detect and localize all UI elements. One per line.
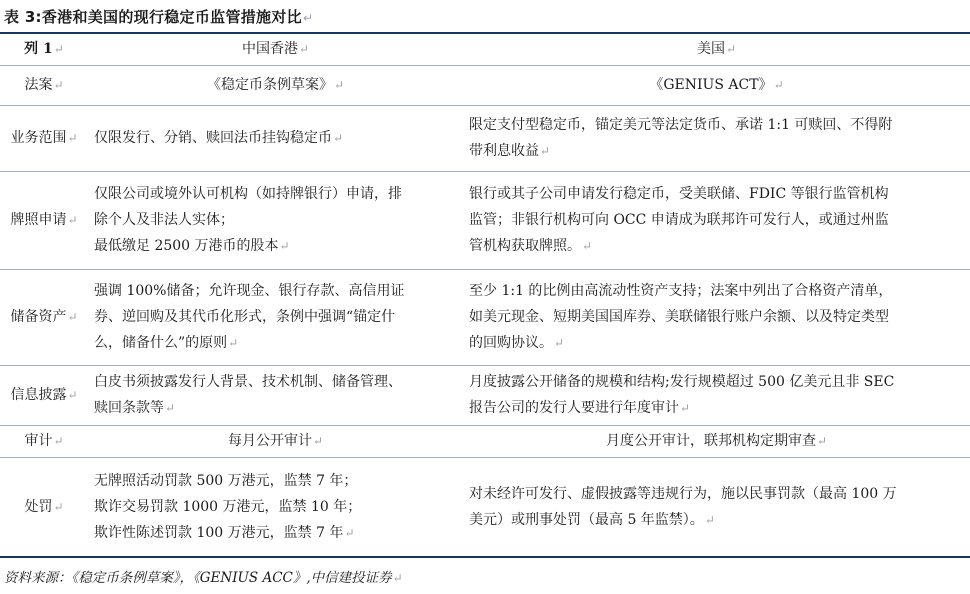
table-row — [0, 365, 970, 425]
cell-line: 限定支付型稳定币，锚定美元等法定货币、承诺 1:1 可赎回、不得附 — [469, 117, 893, 133]
table-row — [0, 425, 970, 457]
table-row — [0, 65, 970, 105]
row-label: 处罚↵ — [0, 457, 88, 557]
cell-line: 《GENIUS ACT》↵ — [649, 77, 784, 93]
hong-kong-cell — [88, 365, 463, 425]
hong-kong-cell — [88, 457, 463, 557]
table-header-row — [0, 33, 970, 65]
cell-line: 管机构获取牌照。↵ — [469, 238, 593, 254]
row-label: 牌照申请↵ — [0, 171, 88, 269]
hong-kong-cell — [88, 269, 463, 365]
cell-line: 无牌照活动罚款 500 万港元，监禁 7 年； — [94, 472, 358, 489]
cell-line: 欺诈交易罚款 1000 万港元，监禁 10 年； — [94, 498, 362, 515]
cell-line: 券、逆回购及其代币化形式，条例中强调“锚定什 — [94, 309, 396, 325]
comparison-table — [0, 32, 970, 558]
cell-line: 仅限公司或境外认可机构（如持牌银行）申请，排 — [94, 186, 402, 202]
cell-line: 每月公开审计↵ — [227, 433, 324, 449]
cell-line: 强调 100%储备；允许现金、银行存款、高信用证 — [94, 283, 405, 299]
united-states-cell — [463, 269, 970, 365]
cell-line: 最低缴足 2500 万港币的股本↵ — [94, 238, 290, 254]
row-label: 储备资产↵ — [0, 269, 88, 365]
hong-kong-cell — [88, 425, 463, 457]
united-states-cell — [463, 105, 970, 171]
row-label: 审计↵ — [0, 425, 88, 457]
cell-line: 带利息收益↵ — [469, 143, 551, 159]
cell-line: 对未经许可发行、虚假披露等违规行为，施以民事罚款（最高 100 万 — [469, 485, 897, 502]
cell-line: 如美元现金、短期美国国库券、美联储银行账户余额、以及特定类型 — [469, 309, 889, 325]
cell-line: 的回购协议。↵ — [469, 335, 565, 351]
header-col1: 列 1↵ — [0, 33, 88, 65]
source-note-text: 资料来源：《稳定币条例草案》，《GENIUS ACC》,中信建投证券 — [4, 570, 392, 586]
cell-line: 至少 1:1 的比例由高流动性资产支持；法案中列出了合格资产清单， — [469, 283, 893, 299]
cell-line: 欺诈性陈述罚款 100 万港元，监禁 7 年↵ — [94, 524, 355, 541]
header-col3: 美国↵ — [463, 33, 970, 65]
united-states-cell — [463, 425, 970, 457]
table-title-text: 表 3:香港和美国的现行稳定币监管措施对比 — [4, 8, 302, 26]
cell-line: 白皮书须披露发行人背景、技术机制、储备管理、 — [94, 374, 402, 390]
table-row — [0, 171, 970, 269]
united-states-cell — [463, 457, 970, 557]
cell-line: 《稳定币条例草案》↵ — [206, 77, 345, 93]
header-col2: 中国香港↵ — [88, 33, 463, 65]
row-label: 业务范围↵ — [0, 105, 88, 171]
cell-line: 月度公开审计，联邦机构定期审查↵ — [605, 433, 828, 449]
cell-line: 月度披露公开储备的规模和结构;发行规模超过 500 亿美元且非 SEC — [469, 374, 895, 390]
table-row — [0, 105, 970, 171]
united-states-cell — [463, 171, 970, 269]
table-title — [4, 6, 313, 27]
row-label: 法案↵ — [0, 65, 88, 105]
source-note: 资料来源：《稳定币条例草案》，《GENIUS ACC》,中信建投证券↵ — [4, 570, 403, 586]
cell-line: 赎回条款等↵ — [94, 400, 176, 416]
hong-kong-cell — [88, 171, 463, 269]
cell-line: 么，储备什么”的原则↵ — [94, 335, 239, 351]
cell-line: 监管；非银行机构可向 OCC 申请成为联邦许可发行人，或通过州监 — [469, 212, 889, 228]
hong-kong-cell — [88, 105, 463, 171]
cell-line: 仅限发行、分销、赎回法币挂钩稳定币↵ — [94, 130, 344, 146]
table-row — [0, 457, 970, 557]
paragraph-mark: ↵ — [302, 11, 314, 25]
cell-line: 除个人及非法人实体； — [94, 212, 234, 228]
united-states-cell — [463, 365, 970, 425]
united-states-cell — [463, 65, 970, 105]
cell-line: 银行或其子公司申请发行稳定币，受美联储、FDIC 等银行监管机构 — [469, 186, 889, 202]
cell-line: 美元）或刑事处罚（最高 5 年监禁）。↵ — [469, 511, 715, 528]
cell-line: 报告公司的发行人要进行年度审计↵ — [469, 400, 691, 416]
row-label: 信息披露↵ — [0, 365, 88, 425]
hong-kong-cell — [88, 65, 463, 105]
table-row — [0, 269, 970, 365]
